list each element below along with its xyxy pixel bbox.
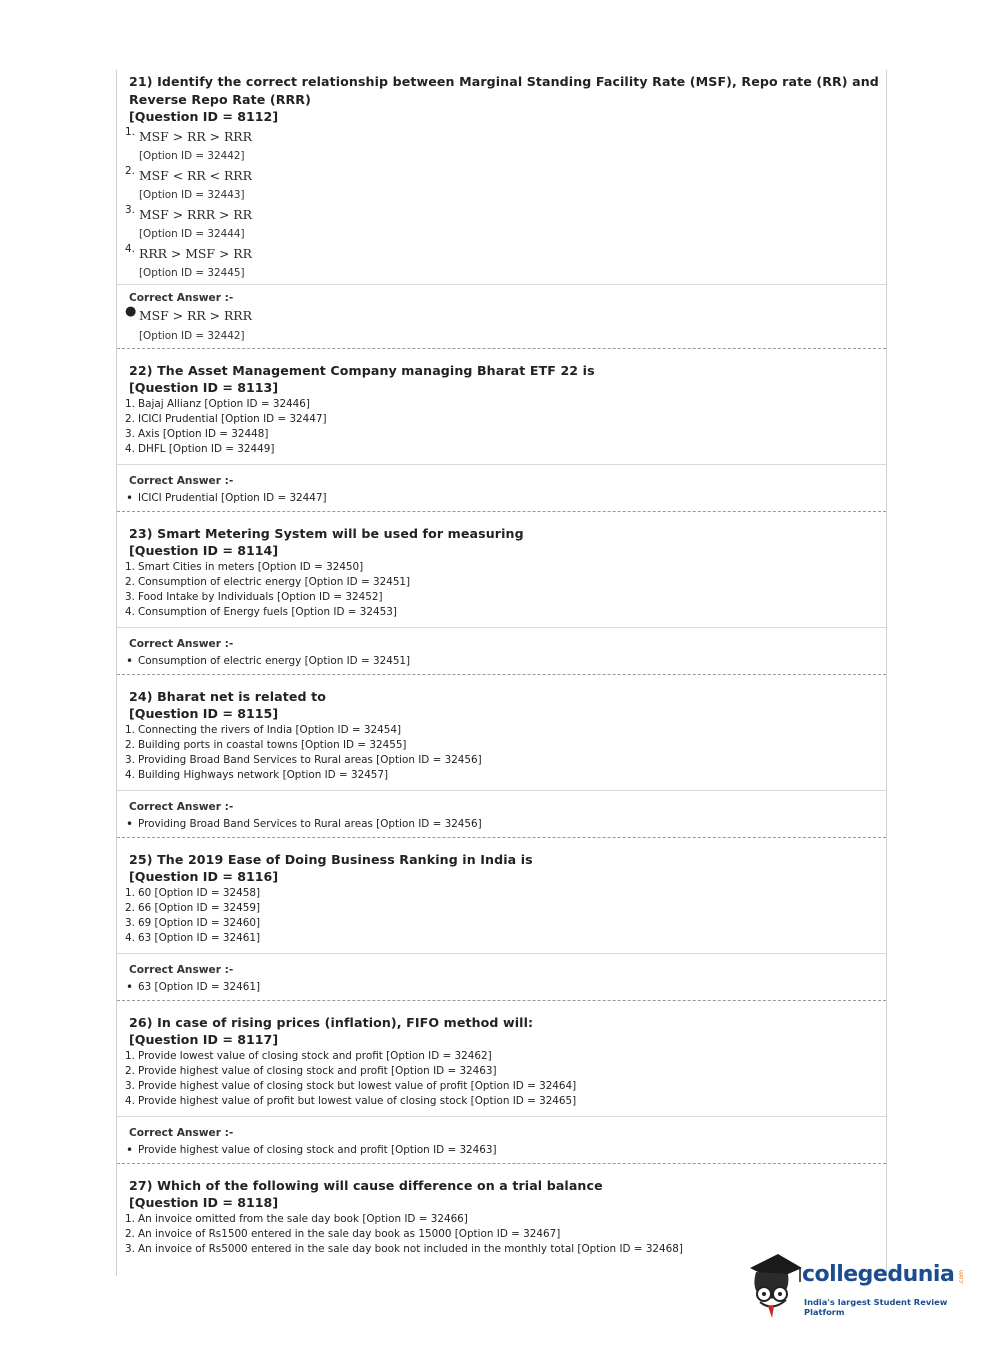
correct-answer-label: Correct Answer :- [129, 291, 234, 304]
option-number: 1. [125, 886, 135, 899]
question-title: 27) Which of the following will cause difference on a trial balance [129, 1177, 603, 1193]
question-title: 23) Smart Metering System will be used for measuring [129, 525, 524, 541]
option-text: ICICI Prudential [Option ID = 32447] [138, 412, 327, 425]
option-text: 66 [Option ID = 32459] [138, 901, 261, 914]
correct-answer-block [117, 465, 886, 511]
answer-text: 63 [Option ID = 32461] [138, 980, 261, 993]
option-item [125, 560, 886, 575]
answer-text: ICICI Prudential [Option ID = 32447] [138, 491, 327, 504]
option-text: Providing Broad Band Services to Rural areas [Option ID = 32456] [138, 753, 482, 766]
option-item [125, 125, 886, 162]
option-text: Provide highest value of profit but lowest value of closing stock [Option ID = 32465] [138, 1094, 577, 1107]
option-item [125, 397, 886, 412]
question-id: [Question ID = 8116] [129, 869, 279, 884]
question-block [117, 675, 886, 783]
question-id: [Question ID = 8114] [129, 543, 279, 558]
correct-answer-block [117, 285, 886, 348]
correct-answer-block [117, 954, 886, 1000]
options-list [125, 1049, 886, 1109]
option-item [125, 242, 886, 279]
option-item [125, 768, 886, 783]
option-item [125, 590, 886, 605]
option-number: 2. [125, 412, 135, 425]
option-text: Connecting the rivers of India [Option ID = 32454] [138, 723, 402, 736]
correct-answer-item [125, 303, 886, 342]
option-id: [Option ID = 32443] [139, 188, 245, 201]
option-item [125, 1227, 886, 1242]
correct-answer-label: Correct Answer :- [129, 963, 234, 976]
option-item [125, 1212, 886, 1227]
question-title: 21) Identify the correct relationship between Marginal Standing Facility Rate (MSF), Repo rate (RR) and Reverse Repo Rate (RRR) [129, 74, 879, 107]
option-number: 3. [125, 1079, 135, 1092]
exam-page [116, 70, 887, 1276]
correct-answer-label: Correct Answer :- [129, 474, 234, 487]
question-id: [Question ID = 8112] [129, 109, 279, 124]
option-number: 2. [125, 901, 135, 914]
option-id: [Option ID = 32445] [139, 266, 245, 279]
option-number: 4. [125, 242, 135, 255]
collegedunia-logo [742, 1250, 972, 1320]
correct-answer-item [125, 817, 886, 832]
option-expression: RRR > MSF > RR [139, 245, 252, 261]
option-text: Consumption of Energy fuels [Option ID = 32453] [138, 605, 397, 618]
correct-answer-block [117, 1117, 886, 1163]
option-number: 1. [125, 1212, 135, 1225]
option-number: 3. [125, 916, 135, 929]
option-number: 4. [125, 1094, 135, 1107]
answer-text: Provide highest value of closing stock and profit [Option ID = 32463] [138, 1143, 497, 1156]
option-number: 1. [125, 723, 135, 736]
mascot-icon [742, 1250, 804, 1320]
option-text: 60 [Option ID = 32458] [138, 886, 261, 899]
bullet-icon: • [126, 1142, 134, 1157]
option-number: 3. [125, 590, 135, 603]
option-expression: MSF < RR < RRR [139, 167, 252, 183]
option-expression: MSF > RRR > RR [139, 206, 252, 222]
question-id: [Question ID = 8113] [129, 380, 279, 395]
option-number: 2. [125, 1064, 135, 1077]
correct-answer-label: Correct Answer :- [129, 800, 234, 813]
question-title: 26) In case of rising prices (inflation), FIFO method will: [129, 1014, 534, 1030]
option-text: Axis [Option ID = 32448] [138, 427, 269, 440]
option-number: 1. [125, 1049, 135, 1062]
option-item [125, 1094, 886, 1109]
bullet-icon: • [126, 816, 134, 831]
logo-name: collegedunia [802, 1262, 955, 1287]
option-item [125, 1064, 886, 1079]
option-text: Consumption of electric energy [Option ID = 32451] [138, 575, 411, 588]
option-id: [Option ID = 32442] [139, 149, 245, 162]
option-number: 2. [125, 1227, 135, 1240]
option-item [125, 427, 886, 442]
option-item [125, 886, 886, 901]
bullet-icon: • [126, 490, 134, 505]
options-list [125, 397, 886, 457]
logo-domain: .com [958, 1270, 965, 1285]
option-id: [Option ID = 32444] [139, 227, 245, 240]
answer-expression: MSF > RR > RRR [139, 307, 252, 323]
option-item [125, 164, 886, 201]
logo-tagline: India's largest Student Review Platform [804, 1297, 948, 1317]
question-block [117, 349, 886, 457]
answer-option-id: [Option ID = 32442] [139, 329, 245, 342]
question-id: [Question ID = 8115] [129, 706, 279, 721]
options-list [125, 886, 886, 946]
correct-answer-item [125, 654, 886, 669]
option-text: Bajaj Allianz [Option ID = 32446] [138, 397, 310, 410]
question-title: 25) The 2019 Ease of Doing Business Ranking in India is [129, 851, 533, 867]
bullet-icon: • [126, 979, 134, 994]
questions-container [117, 349, 886, 1164]
option-number: 3. [125, 753, 135, 766]
option-text: Provide lowest value of closing stock and profit [Option ID = 32462] [138, 1049, 492, 1062]
option-text: Food Intake by Individuals [Option ID = 32452] [138, 590, 383, 603]
option-number: 1. [125, 397, 135, 410]
question-title: 22) The Asset Management Company managing Bharat ETF 22 is [129, 362, 595, 378]
correct-answer-label: Correct Answer :- [129, 1126, 234, 1139]
option-number: 3. [125, 427, 135, 440]
option-item [125, 753, 886, 768]
option-item [125, 916, 886, 931]
question-block [117, 1001, 886, 1109]
option-number: 4. [125, 931, 135, 944]
option-text: Building ports in coastal towns [Option ID = 32455] [138, 738, 407, 751]
option-item [125, 203, 886, 240]
option-text: An invoice of Rs5000 entered in the sale day book not included in the monthly total [Option ID = 32468] [138, 1242, 683, 1255]
correct-answer-block [117, 791, 886, 837]
correct-answer-label: Correct Answer :- [129, 637, 234, 650]
option-text: An invoice omitted from the sale day book [Option ID = 32466] [138, 1212, 468, 1225]
option-number: 2. [125, 164, 135, 177]
option-text: 69 [Option ID = 32460] [138, 916, 261, 929]
correct-answer-item [125, 1143, 886, 1158]
option-number: 4. [125, 442, 135, 455]
option-item [125, 901, 886, 916]
question-27 [117, 1164, 886, 1257]
options-list [125, 560, 886, 620]
options-list [125, 125, 886, 279]
correct-answer-item [125, 980, 886, 995]
option-item [125, 931, 886, 946]
bullet-icon: • [126, 653, 134, 668]
option-item [125, 442, 886, 457]
option-number: 4. [125, 605, 135, 618]
question-id: [Question ID = 8118] [129, 1195, 279, 1210]
question-21 [117, 70, 886, 279]
option-text: Building Highways network [Option ID = 32457] [138, 768, 389, 781]
option-number: 1. [125, 125, 135, 138]
option-expression: MSF > RR > RRR [139, 128, 252, 144]
question-title: 24) Bharat net is related to [129, 688, 326, 704]
option-item [125, 723, 886, 738]
option-text: 63 [Option ID = 32461] [138, 931, 261, 944]
option-item [125, 738, 886, 753]
option-item [125, 1049, 886, 1064]
option-text: An invoice of Rs1500 entered in the sale day book as 15000 [Option ID = 32467] [138, 1227, 561, 1240]
option-number: 4. [125, 768, 135, 781]
option-text: DHFL [Option ID = 32449] [138, 442, 275, 455]
option-item [125, 605, 886, 620]
option-number: 3. [125, 203, 135, 216]
question-block [117, 838, 886, 946]
answer-text: Consumption of electric energy [Option ID = 32451] [138, 654, 411, 667]
question-id: [Question ID = 8117] [129, 1032, 279, 1047]
option-item [125, 1079, 886, 1094]
answer-text: Providing Broad Band Services to Rural areas [Option ID = 32456] [138, 817, 482, 830]
option-number: 1. [125, 560, 135, 573]
option-text: Smart Cities in meters [Option ID = 32450] [138, 560, 364, 573]
correct-answer-item [125, 491, 886, 506]
options-list [125, 723, 886, 783]
option-text: Provide highest value of closing stock and profit [Option ID = 32463] [138, 1064, 497, 1077]
option-number: 2. [125, 738, 135, 751]
option-number: 3. [125, 1242, 135, 1255]
correct-answer-block [117, 628, 886, 674]
option-item [125, 575, 886, 590]
bullet-icon: ● [125, 303, 137, 319]
option-item [125, 412, 886, 427]
option-number: 2. [125, 575, 135, 588]
option-text: Provide highest value of closing stock but lowest value of profit [Option ID = 32464] [138, 1079, 577, 1092]
question-block [117, 512, 886, 620]
